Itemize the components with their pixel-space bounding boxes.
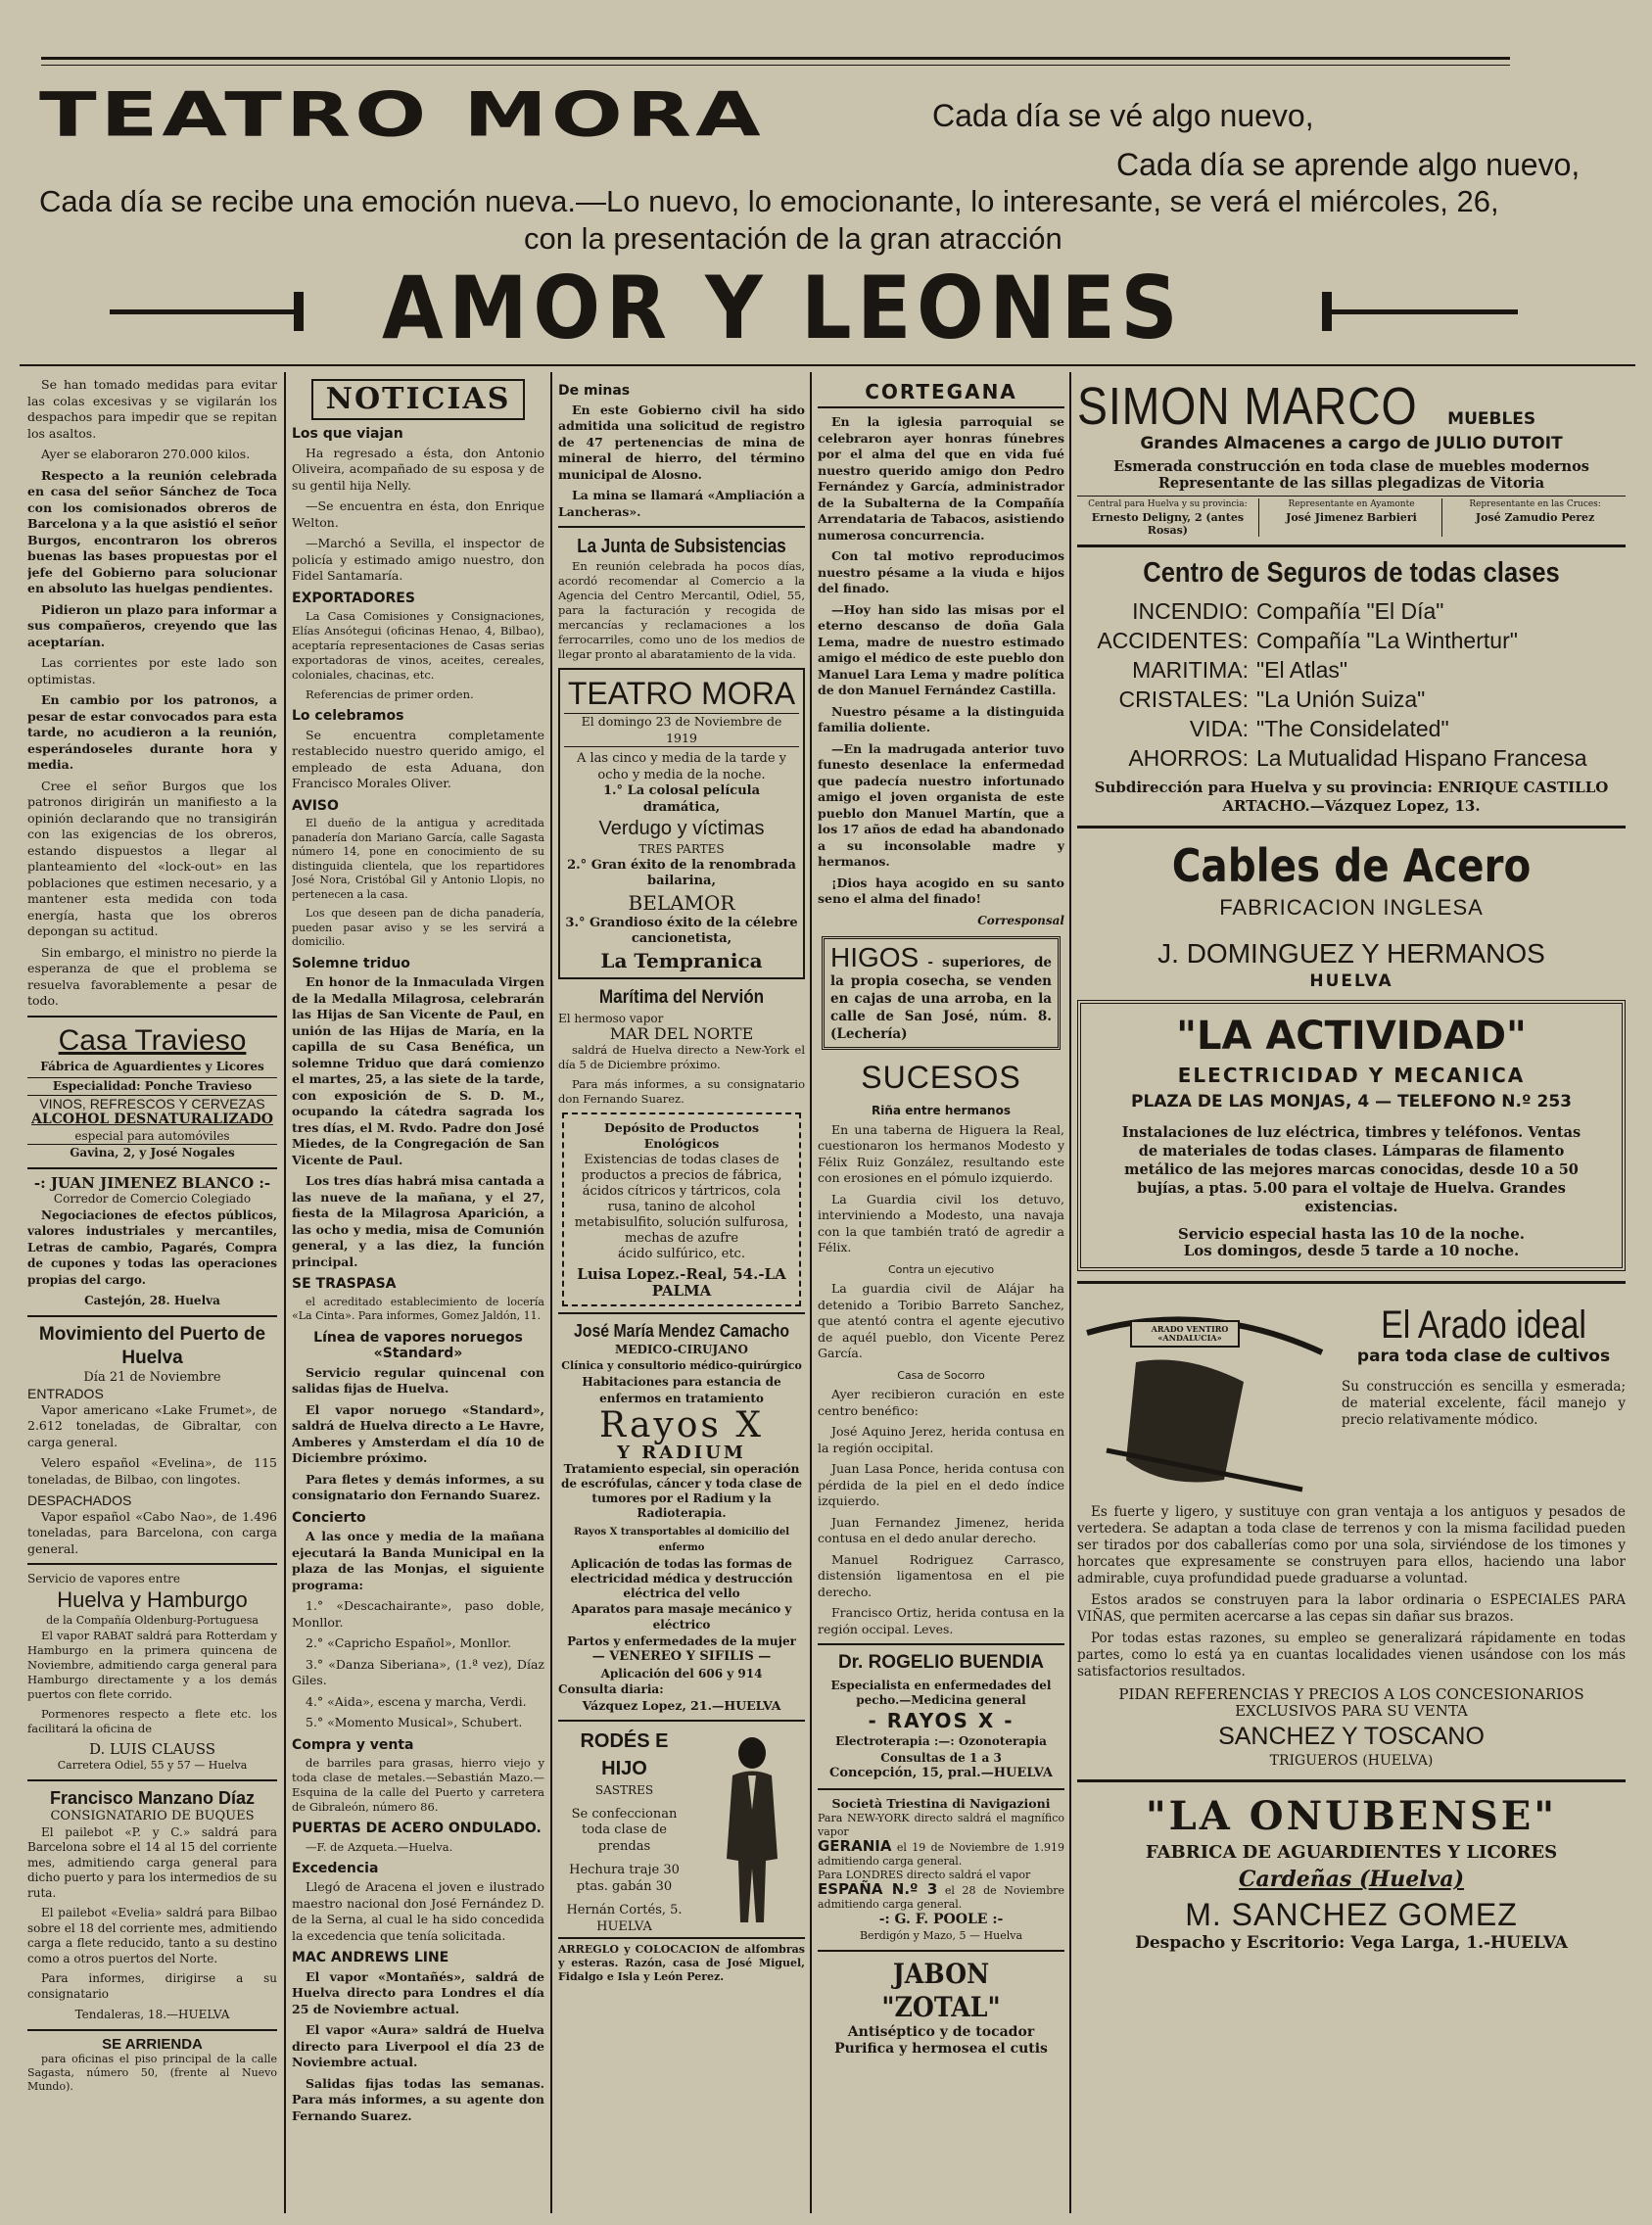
concert-item: 1.° «Descachairante», paso doble, Monllor. bbox=[292, 1598, 544, 1630]
teatro-mora-film: Verdugo y víctimas bbox=[598, 818, 765, 839]
cables-name: J. DOMINGUEZ Y HERMANOS bbox=[1157, 938, 1545, 969]
col-sep-3 bbox=[810, 372, 812, 2213]
enologicos-name: Luisa Lopez.-Real, 54.-LA PALMA bbox=[577, 1265, 786, 1300]
travieso-line: Fábrica de Aguardientes y Licores bbox=[40, 1059, 264, 1073]
seguros-row bbox=[1077, 626, 1626, 655]
zotal-line: Purifica y hermosea el cutis bbox=[834, 2040, 1048, 2057]
news-text: Los que deseen pan de dicha panadería, pueden pasar aviso y se les servirá a domicilio. bbox=[292, 907, 544, 948]
onubense-title: "LA ONUBENSE" bbox=[1145, 1793, 1558, 1839]
right-ornament-bar bbox=[1322, 292, 1332, 331]
zotal-title: JABON "ZOTAL" bbox=[881, 1958, 1001, 2023]
attraction-title: AMOR Y LEONES bbox=[382, 258, 1184, 358]
buendia-line: Electroterapia :—: Ozonoterapia bbox=[835, 1734, 1047, 1748]
seguros-row-key: AHORROS: bbox=[1128, 745, 1249, 771]
rodes-ad bbox=[558, 1728, 805, 1933]
enologicos-text: ácido sulfúrico, etc. bbox=[618, 1246, 745, 1261]
news-text: En la iglesia parroquial se celebraron ayer honras fúnebres por el alma del que en vida fué nuestro querido amigo don Pedro Fernández y García, administrador de la Subalterna de la Compañía Arrendataria de Tabacos, asistiendo numerosa concurrencia. bbox=[818, 414, 1064, 543]
corresponsal: Corresponsal bbox=[977, 913, 1064, 927]
travieso-line: VINOS, REFRESCOS Y CERVEZAS bbox=[27, 1095, 277, 1112]
buendia-addr: Concepción, 15, pral.—HUELVA bbox=[828, 1766, 1054, 1780]
triestina-addr: Berdigón y Mazo, 5 — Huelva bbox=[859, 1928, 1023, 1942]
hh-intro: Servicio de vapores entre bbox=[27, 1572, 181, 1586]
section-heading: Excedencia bbox=[292, 1860, 379, 1876]
news-text: —En la madrugada anterior tuvo funesto desenlace la enfermedad que padecía nuestro infortunado amigo el joven organista de este pueblo don Manuel Martín, que a los 17 años de edad ha abandonado a su inconsolable madre y hermanos. bbox=[818, 740, 1064, 869]
onubense-addr: Despacho y Escritorio: Vega Larga, 1.-HUELVA bbox=[1135, 1933, 1568, 1953]
jimenez-addr: Castejón, 28. Huelva bbox=[84, 1294, 220, 1307]
news-text: A las once y media de la mañana ejecutará la Banda Municipal en la plaza de las Monjas, el siguiente programa: bbox=[292, 1529, 544, 1592]
teatro-mora-dancer: BELAMOR bbox=[628, 890, 735, 915]
jimenez-line: Corredor de Comercio Colegiado bbox=[53, 1192, 252, 1206]
triestina-agent: -: G. F. POOLE :- bbox=[878, 1912, 1004, 1927]
news-text: el acreditado establecimiento de locería «La Cinta». Para informes, Gomez Jaldón, 11. bbox=[292, 1295, 544, 1322]
article-paragraph: En cambio por los patronos, a pesar de estar convocados para esta tarde, no acudieron a la reunión, esperándoseles durante hora y media. bbox=[27, 692, 277, 772]
actividad-line: ELECTRICIDAD Y MECANICA bbox=[1177, 1064, 1526, 1087]
seguros-row bbox=[1077, 685, 1626, 714]
teatro-mora-line: A las cinco y media de la tarde y ocho y media de la noche. bbox=[576, 751, 786, 782]
news-text: La guardia civil de Alájar ha detenido a Toribio Barreto Sanchez, que atentó contra el agente ejecutivo de aquél pueblo, don Vicente Perez García. bbox=[818, 1281, 1064, 1360]
mendez-title: José María Mendez Camacho bbox=[573, 1321, 790, 1341]
header-line2: Cada día se aprende algo nuevo, bbox=[1116, 147, 1581, 182]
news-text: Para fletes y demás informes, a su consignatario don Fernando Suarez. bbox=[292, 1471, 544, 1502]
simon-marco-cruces: José Zamudio Perez bbox=[1475, 511, 1595, 524]
triestina-line: Para NEW-YORK directo saldrá el magnífico vapor bbox=[818, 1812, 1064, 1838]
news-text: En una taberna de Higuera la Real, cuestionaron los hermanos Modesto y Félix Ruiz González, resultando este con erosiones en el pómulo izquierdo. bbox=[818, 1121, 1064, 1185]
news-text: de barriles para grasas, hierro viejo y toda clase de metales.—Sebastián Mazo.—Esquina de la calle del Puerto y carretera de Gibraleón, número 86. bbox=[292, 1756, 544, 1814]
rodes-line: Hernán Cortés, 5. bbox=[566, 1903, 683, 1917]
section-heading: SE TRASPASA bbox=[292, 1276, 397, 1292]
news-text: La Guardia civil los detuvo, interviniendo a Modesto, una navaja con la que también trató de agredir a Félix. bbox=[818, 1191, 1064, 1255]
teatro-mora-line: 1.° La colosal película dramática, bbox=[602, 783, 761, 815]
rodes-line: HUELVA bbox=[596, 1918, 652, 1934]
news-text: Francisco Ortiz, herida contusa en la región occipal. Leves. bbox=[818, 1605, 1064, 1636]
simon-marco-muebles: MUEBLES bbox=[1447, 409, 1536, 429]
column-1 bbox=[27, 377, 277, 2208]
concert-item: 3.° «Danza Siberiana», (1.ª vez), Díaz Giles. bbox=[292, 1656, 544, 1687]
section-heading: AVISO bbox=[292, 797, 339, 814]
seguros-row-key: CRISTALES: bbox=[1118, 686, 1249, 712]
section-heading: Compra y venta bbox=[292, 1736, 414, 1753]
movimiento-item: Vapor americano «Lake Frumet», de 2.612 toneladas, de Gibraltar, con carga general. bbox=[27, 1401, 277, 1449]
actividad-line: Los domingos, desde 5 tarde a 10 noche. bbox=[1183, 1242, 1520, 1259]
news-text: Llegó de Aracena el joven e ilustrado maestro nacional don José Fernández D. de la Serna, al cual le ha sido concedida la excedencia que tenía solicitada. bbox=[292, 1879, 544, 1943]
seguros-row-key: VIDA: bbox=[1189, 716, 1249, 741]
news-text: La Casa Comisiones y Consignaciones, Elías Ansótegui (oficinas Henao, 4, Bilbao), aceptaría representaciones de Casas serias exportadoras de vinos, aceites, cereales, coloniales, chacinas, etc. bbox=[292, 609, 544, 682]
article-paragraph: Sin embargo, el ministro no pierde la esperanza de que el problema se resuelva favorablemente a pesar de todo. bbox=[27, 944, 277, 1008]
fmd-sub: CONSIGNATARIO DE BUQUES bbox=[50, 1809, 255, 1823]
col-sep-1 bbox=[284, 372, 286, 2213]
section-heading: EXPORTADORES bbox=[292, 590, 415, 606]
movimiento-title: Movimiento del Puerto de Huelva bbox=[38, 1323, 266, 1368]
article-paragraph: Respecto a la reunión celebrada en casa del señor Sánchez de Toca con los comisionados obreros de Barcelona y a la que asistió el señor Burgos, encontraron los obreros buenas las bases propuestas por el jefe del Gobierno para solucionar en absoluto las huelgas pendientes. bbox=[27, 467, 277, 595]
mendez-line: Aplicación de todas las formas de electricidad médica y destrucción eléctrica del vello bbox=[570, 1556, 793, 1600]
sucesos-title: SUCESOS bbox=[861, 1060, 1021, 1095]
mendez-line: Aparatos para masaje mecánico y eléctrico bbox=[571, 1601, 792, 1632]
section-heading: De minas bbox=[558, 383, 631, 399]
news-text: El vapor noruego «Standard», saldrá de Huelva directo a Le Havre, Amberes y Amsterdam el día 10 de Diciembre próximo. bbox=[292, 1401, 544, 1465]
travieso-line: ALCOHOL DESNATURALIZADO bbox=[31, 1112, 273, 1127]
maritima-text: saldrá de Huelva directo a New-York el día 5 de Diciembre próximo. bbox=[558, 1042, 805, 1071]
maritima-title: Marítima del Nervión bbox=[598, 986, 765, 1008]
arado-text: Estos arados se construyen para la labor ordinaria o ESPECIALES PARA VIÑAS, que permiten acercarse a las cepas sin dañar sus brazos. bbox=[1077, 1592, 1626, 1625]
top-rule-thin bbox=[41, 65, 1510, 66]
triestina-line: Para LONDRES directo saldrá el vapor bbox=[818, 1869, 1031, 1881]
cables-title: Cables de Acero bbox=[1171, 839, 1532, 892]
news-text: ¡Dios haya acogido en su santo seno el alma del finado! bbox=[818, 875, 1064, 906]
teatro-mora-date: El domingo 23 de Noviembre de 1919 bbox=[564, 713, 799, 747]
arado-title: El Arado ideal bbox=[1381, 1303, 1586, 1347]
noticias-title: NOTICIAS bbox=[311, 379, 525, 420]
rodes-sub: SASTRES bbox=[594, 1783, 654, 1797]
mendez-line: Tratamiento especial, sin operación de escrófulas, cáncer y toda clase de tumores por el Radium y la Radioterapia. bbox=[560, 1461, 803, 1520]
movimiento-item: Velero español «Evelina», de 115 toneladas, de Bilbao, con lingotes. bbox=[27, 1455, 277, 1487]
news-text: —Marchó a Sevilla, el inspector de policía y estimado amigo nuestro, don Fidel Santamaría. bbox=[292, 536, 544, 583]
higos-text: - superiores, de la propia cosecha, se venden en cajas de una arroba, en la calle de San José, núm. 8. (Lechería) bbox=[830, 955, 1052, 1042]
onubense-name: M. SANCHEZ GOMEZ bbox=[1185, 1897, 1518, 1932]
buendia-line: Consultas de 1 a 3 bbox=[880, 1750, 1002, 1765]
header-line1: Cada día se vé algo nuevo, bbox=[932, 98, 1314, 133]
alfombras-text: ARREGLO y COLOCACION de alfombras y esteras. Razón, casa de José Miguel, Fidalgo e Isla y León Perez. bbox=[558, 1943, 805, 1983]
section-heading: Contra un ejecutivo bbox=[887, 1262, 995, 1276]
arado-line: EXCLUSIVOS PARA SU VENTA bbox=[1235, 1702, 1468, 1720]
article-paragraph: Pidieron un plazo para informar a sus compañeros, creyendo que las aceptarían. bbox=[27, 601, 277, 649]
column-4 bbox=[818, 377, 1064, 2208]
left-ornament bbox=[110, 309, 296, 314]
rodes-line: Se confeccionan toda clase de prendas bbox=[571, 1806, 678, 1854]
header-line4: con la presentación de la gran atracción bbox=[524, 221, 1062, 256]
news-text: —Hoy han sido las misas por el eterno descanso de doña Gala Lema, madre de nuestro estimado amigo el médico de este pueblo don Manuel Lara Lema y madre política de don Manuel Fernández Castilla. bbox=[818, 601, 1064, 697]
teatro-mora-parts: TRES PARTES bbox=[638, 842, 725, 856]
news-text: —F. de Azqueta.—Huelva. bbox=[306, 1839, 453, 1854]
news-text: Juan Lasa Ponce, herida contusa con pérdida de la piel en el dedo índice izquierdo. bbox=[818, 1461, 1064, 1508]
onubense-city: Cardeñas (Huelva) bbox=[1238, 1867, 1465, 1892]
news-text: Manuel Rodriguez Carrasco, distensión ligamentosa en el pie derecho. bbox=[818, 1551, 1064, 1599]
fmd-title: Francisco Manzano Díaz bbox=[49, 1788, 256, 1808]
news-text: Referencias de primer orden. bbox=[306, 687, 474, 701]
simon-marco-ayamonte: José Jimenez Barbieri bbox=[1286, 511, 1417, 524]
seguros-row-value: Compañía "La Winthertur" bbox=[1256, 628, 1518, 653]
header-bottom-rule bbox=[20, 364, 1635, 366]
news-text: Salidas fijas todas las semanas. Para más informes, a su agente don Fernando Suarez. bbox=[292, 2075, 544, 2123]
seguros-row-key: MARITIMA: bbox=[1132, 657, 1249, 683]
section-heading: Línea de vapores noruegos «Standard» bbox=[313, 1329, 523, 1361]
arado-text: Es fuerte y ligero, y sustituye con gran ventaja a los antiguos y pesados de vertedera. Se adaptan a toda clase de terrenos y con la misma facilidad pueden ser tirados por dos caballerías como por una sola, sirviéndose de los timones y horcates que expresamente se construyen para ellos, haciendo una labor admirable, cuya profundidad puede graduarse a voluntad. bbox=[1077, 1504, 1626, 1586]
seguros-row-key: ACCIDENTES: bbox=[1097, 628, 1249, 653]
seguros-row bbox=[1077, 714, 1626, 743]
teatro-mora-line: 2.° Gran éxito de la renombrada bailarina, bbox=[567, 857, 796, 888]
enologicos-title: Depósito de Productos Enológicos bbox=[603, 1119, 760, 1151]
fmd-text: El pailebot «Evelia» saldrá para Bilbao sobre el 18 del corriente mes, admitiendo carga a flete reducido, tanto a su destino como a otros puertos del Norte. bbox=[27, 1906, 277, 1965]
hh-addr: Carretera Odiel, 55 y 57 — Huelva bbox=[57, 1758, 248, 1772]
news-text: Ha regresado a ésta, don Antonio Oliveira, acompañado de su esposa y de su gentil hija Nelly. bbox=[292, 445, 544, 493]
news-text: El vapor «Aura» saldrá de Huelva directo para Liverpool el día 23 de Noviembre actual. bbox=[292, 2022, 544, 2069]
travieso-line: Gavina, 2, y José Nogales bbox=[27, 1144, 277, 1161]
right-ornament bbox=[1332, 309, 1518, 314]
mendez-line: Aplicación del 606 y 914 bbox=[600, 1666, 763, 1681]
seguros-row bbox=[1077, 655, 1626, 685]
news-text: En este Gobierno civil ha sido admitida una solicitud de registro de 47 pertenencias de mina de mineral de hierro, del término municipal de Alosno. bbox=[558, 402, 805, 482]
rodes-title: RODÉS E HIJO bbox=[580, 1730, 669, 1779]
mendez-addr: Vázquez Lopez, 21.—HUELVA bbox=[582, 1697, 781, 1713]
actividad-line: PLAZA DE LAS MONJAS, 4 — TELEFONO N.º 253 bbox=[1130, 1092, 1572, 1112]
news-text: El dueño de la antigua y acreditada panadería don Mariano García, calle Sagasta número 14, pone en conocimiento de su distinguida clientela, que los repartidores José Nora, Cristóbal Gil y Antonio Llopis, no pertenecen a la casa. bbox=[292, 817, 544, 901]
news-text: Servicio regular quincenal con salidas fijas de Huelva. bbox=[292, 1364, 544, 1396]
triestina-line: el 28 de Noviembre admitiendo carga general. bbox=[818, 1884, 1064, 1911]
travieso-title: Casa Travieso bbox=[58, 1023, 247, 1057]
buendia-line: Especialista en enfermedades del pecho.—Medicina general bbox=[830, 1679, 1052, 1707]
buendia-rayos: - RAYOS X - bbox=[868, 1709, 1015, 1732]
seguros-foot: Subdirección para Huelva y su provincia: ENRIQUE CASTILLO ARTACHO.—Vázquez Lopez, 13. bbox=[1094, 779, 1609, 815]
teatro-mora-title: TEATRO MORA bbox=[567, 676, 796, 711]
tailor-figure-icon bbox=[705, 1731, 798, 1927]
news-text: En honor de la Inmaculada Virgen de la Medalla Milagrosa, celebrarán las Hijas de San Vicente de Paul, en unión de las Hijas de María, en la capilla de su Casa Benéfica, un solemne Triduo que dará comienzo el martes, 25, a las siete de la tarde, con exposición de S. D. M., ocupando la cátedra sagrada los tres días, el M. Rvdo. Padre don José Miedes, de la Congregación de San Vicente de Paul. bbox=[292, 974, 544, 1167]
left-ornament-bar bbox=[294, 292, 304, 331]
section-heading: MAC ANDREWS LINE bbox=[292, 1950, 449, 1965]
jimenez-text: Negociaciones de efectos públicos, valores industriales y mercantiles, Letras de cambio, Pagarés, Compra de cupones y todas las operaciones propias del cargo. bbox=[27, 1207, 277, 1287]
cortegana-title: CORTEGANA bbox=[818, 377, 1064, 408]
mendez-line: Habitaciones para estancia de enfermos en tratamiento bbox=[582, 1375, 781, 1405]
triestina-title: Società Triestina di Navigazioni bbox=[831, 1795, 1051, 1811]
seguros-row-value: "The Considelated" bbox=[1256, 716, 1449, 741]
concert-item: 5.° «Momento Musical», Schubert. bbox=[306, 1715, 523, 1729]
hh-company: de la Compañía Oldenburg-Portuguesa bbox=[46, 1613, 259, 1627]
header-line3: Cada día se recibe una emoción nueva.—Lo nuevo, lo emocionante, lo interesante, se verá el miércoles, 26, bbox=[39, 184, 1499, 218]
mendez-line: Clínica y consultorio médico-quirúrgico bbox=[561, 1358, 802, 1372]
actividad-ad bbox=[1077, 1000, 1626, 1271]
simon-marco-line: Esmerada construcción en toda clase de muebles modernos bbox=[1113, 458, 1589, 475]
movimiento-entrados: ENTRADOS bbox=[27, 1386, 104, 1401]
hh-text: El vapor RABAT saldrá para Rotterdam y Hamburgo en la primera quincena de Noviembre, admitiendo carga general para Hamburgo directamente y a los demás puertos con flete corrido. bbox=[27, 1629, 277, 1701]
section-heading: PUERTAS DE ACERO ONDULADO. bbox=[292, 1821, 542, 1836]
news-text: Ayer recibieron curación en este centro benéfico: bbox=[818, 1387, 1064, 1418]
simon-marco-line: Representante de las sillas plegadizas de Vitoria bbox=[1157, 475, 1545, 492]
column-3 bbox=[558, 377, 805, 2208]
simon-marco-cruces-label: Representante en las Cruces: bbox=[1469, 499, 1601, 509]
section-heading: Los que viajan bbox=[292, 426, 403, 442]
plough-brand: ARADO VENTIRO «ANDALUCIA» bbox=[1151, 1324, 1229, 1343]
actividad-text: Instalaciones de luz eléctrica, timbres y teléfonos. Ventas de materiales de todas clases. Lámparas de filamento metálico de las mejores marcas conocidas, desde 10 a 50 bujías, a ptas. 5.00 para el voltaje de Huelva. Grandes existencias. bbox=[1121, 1124, 1581, 1215]
actividad-title: "LA ACTIVIDAD" bbox=[1176, 1014, 1527, 1059]
seguros-row-value: La Mutualidad Hispano Francesa bbox=[1256, 745, 1587, 771]
section-heading: Concierto bbox=[292, 1509, 366, 1526]
arriendo-text: para oficinas el piso principal de la calle Sagasta, número 50, (frente al Nuevo Mundo). bbox=[27, 2053, 277, 2093]
arado-sub: para toda clase de cultivos bbox=[1356, 1347, 1611, 1366]
mendez-line: Consulta diaria: bbox=[558, 1682, 664, 1696]
news-text: El vapor «Montañés», saldrá de Huelva directo para Londres el día 25 de Noviembre actual. bbox=[292, 1968, 544, 2016]
col-sep-2 bbox=[550, 372, 552, 2213]
arado-line: PIDAN REFERENCIAS Y PRECIOS A LOS CONCESIONARIOS bbox=[1118, 1685, 1584, 1703]
news-text: Se encuentra completamente restablecido nuestro querido amigo, el empleado de esta Aduana, don Francisco Morales Oliver. bbox=[292, 727, 544, 790]
jimenez-title: -: JUAN JIMENEZ BLANCO :- bbox=[33, 1173, 271, 1192]
news-text: Los tres días habrá misa cantada a las nueve de la mañana, y el 27, fiesta de la Milagrosa Aparición, a las ocho y media, misa de Comunión general, y a las diez, la función principal. bbox=[292, 1173, 544, 1269]
section-heading: Casa de Socorro bbox=[897, 1368, 985, 1382]
hh-title: Huelva y Hamburgo bbox=[57, 1586, 248, 1612]
simon-marco-central-label: Central para Huelva y su provincia: bbox=[1088, 499, 1248, 509]
concert-item: 2.° «Capricho Español», Monllor. bbox=[306, 1635, 511, 1650]
article-paragraph: Ayer se elaboraron 270.000 kilos. bbox=[41, 447, 251, 461]
movimiento-date: Día 21 de Noviembre bbox=[83, 1369, 221, 1385]
seguros-row-value: "La Unión Suiza" bbox=[1256, 686, 1426, 712]
travieso-line: especial para automóviles bbox=[74, 1128, 230, 1143]
section-heading: Riña entre hermanos bbox=[872, 1104, 1011, 1117]
hh-text: Pormenores respecto a flete etc. los facilitará la oficina de bbox=[27, 1707, 277, 1735]
simon-marco-central: Ernesto Deligny, 2 (antes Rosas) bbox=[1091, 511, 1245, 537]
triestina-ship: ESPAÑA N.º 3 bbox=[818, 1880, 938, 1898]
fmd-text: El pailebot «P. y C.» saldrá para Barcelona sobre el 14 al 15 del corriente mes, admitiendo carga general para dicho puerto y para los intermedios de su ruta. bbox=[27, 1824, 277, 1900]
hh-name: D. LUIS CLAUSS bbox=[89, 1740, 215, 1758]
section-heading: Lo celebramos bbox=[292, 708, 404, 724]
article-paragraph: Se han tomado medidas para evitar las colas excesivas y se vigilarán los despachos para impedir que se repitan los asaltos. bbox=[27, 377, 277, 441]
mendez-sub: MEDICO-CIRUJANO bbox=[615, 1343, 748, 1356]
top-rule bbox=[41, 57, 1510, 60]
arriendo-title: SE ARRIENDA bbox=[102, 2035, 203, 2053]
movimiento-despachados: DESPACHADOS bbox=[27, 1492, 132, 1508]
teatro-mora-line: 3.° Grandioso éxito de la célebre cancionetista, bbox=[565, 915, 798, 946]
higos-ad bbox=[822, 936, 1061, 1050]
maritima-text: Para más informes, a su consignatario don Fernando Suarez. bbox=[558, 1076, 805, 1106]
onubense-line: FABRICA DE AGUARDIENTES Y LICORES bbox=[1145, 1842, 1558, 1863]
col-sep-4 bbox=[1069, 372, 1071, 2213]
article-paragraph: Cree el señor Burgos que los patronos dirigirán un manifiesto a la opinión declarando que no transigirán con las exigencias de los obreros, estando dispuestos a llegar al planteamiento del «lock-out» en las poblaciones que estimen necesario, y a mantener esta medida con toda energía, hasta que los obreros depongan su actitud. bbox=[27, 778, 277, 938]
cables-city: HUELVA bbox=[1309, 971, 1393, 991]
arado-text: Su construcción es sencilla y esmerada; de material excelente, fácil manejo y precio relativamente módico. bbox=[1342, 1379, 1626, 1428]
seguros-row bbox=[1077, 743, 1626, 773]
movimiento-item: Vapor español «Cabo Nao», de 1.496 toneladas, para Barcelona, con carga general. bbox=[27, 1508, 277, 1556]
travieso-line: Especialidad: Ponche Travieso bbox=[27, 1077, 277, 1095]
seguros-row-value: "El Atlas" bbox=[1256, 657, 1348, 683]
section-heading: Solemne triduo bbox=[292, 955, 410, 971]
triestina-ship: GERANIA bbox=[818, 1837, 892, 1855]
triestina-line: el 19 de Noviembre de 1.919 admitiendo carga general. bbox=[818, 1841, 1064, 1868]
news-text: En reunión celebrada ha pocos días, acordó recomendar al Comercio a la Agencia del Centro Mercantil, Odiel, 55, para la facturación y recogida de mercancías y reclamaciones a los ferrocarriles, como uno de los medios de llegar pronto al abaratamiento de la vida. bbox=[558, 559, 805, 661]
seguros-row bbox=[1077, 596, 1626, 626]
seguros-title: Centro de Seguros de todas clases bbox=[1143, 557, 1560, 589]
simon-marco-ayamonte-label: Representante en Ayamonte bbox=[1288, 499, 1415, 509]
mendez-radium: Y RADIUM bbox=[617, 1443, 746, 1463]
seguros-row-key: INCENDIO: bbox=[1132, 598, 1249, 624]
column-5 bbox=[1077, 377, 1626, 2208]
arado-ad bbox=[1077, 1294, 1626, 1504]
mendez-line: Partos y enfermedades de la mujer bbox=[567, 1633, 796, 1648]
enologicos-text: Existencias de todas clases de productos a precios de fábrica, ácidos cítricos y tártricos, cola rusa, tanino de alcohol metabisulfito, solución sulfurosa, mechas de azufre bbox=[574, 1152, 789, 1246]
news-text: José Aquino Jerez, herida contusa en la región occipital. bbox=[818, 1424, 1064, 1455]
news-text: Nuestro pésame a la distinguida familia doliente. bbox=[818, 703, 1064, 734]
news-text: Con tal motivo reproducimos nuestro pésame a la viuda e hijos del finado. bbox=[818, 548, 1064, 595]
seguros-list bbox=[1077, 596, 1626, 773]
rodes-line: Hechura traje 30 ptas. gabán 30 bbox=[569, 1863, 680, 1894]
buendia-title: Dr. ROGELIO BUENDIA bbox=[837, 1652, 1045, 1673]
fmd-text: Para informes, dirigirse a su consignatario bbox=[27, 1971, 277, 2001]
maritima-ship: MAR DEL NORTE bbox=[609, 1024, 754, 1043]
column-2 bbox=[292, 377, 544, 2208]
maritima-line: El hermoso vapor bbox=[558, 1011, 664, 1025]
concert-item: 4.° «Aida», escena y marcha, Verdi. bbox=[306, 1693, 527, 1709]
arado-city: TRIGUEROS (HUELVA) bbox=[1269, 1753, 1434, 1769]
fmd-addr: Tendaleras, 18.—HUELVA bbox=[74, 2008, 230, 2021]
news-text: —Se encuentra en ésta, don Enrique Welton. bbox=[292, 498, 544, 530]
arado-name: SANCHEZ Y TOSCANO bbox=[1218, 1723, 1485, 1750]
teatro-mora-singer: La Tempranica bbox=[600, 948, 763, 972]
higos-title: HIGOS bbox=[830, 942, 920, 972]
simon-marco-line: Grandes Almacenes a cargo de JULIO DUTOIT bbox=[1140, 434, 1563, 453]
mendez-rayos: Rayos X bbox=[599, 1405, 764, 1445]
simon-marco-title: SIMON MARCO bbox=[1077, 377, 1418, 436]
arado-text: Por todas estas razones, su empleo se generalizará rápidamente en todas partes, como lo está ya en cuantas localidades vienen usándose con los más satisfactorios resultados. bbox=[1077, 1631, 1626, 1680]
news-text: Juan Fernandez Jimenez, herida contusa en el dedo anular derecho. bbox=[818, 1514, 1064, 1545]
zotal-line: Antiséptico y de tocador bbox=[847, 2024, 1035, 2040]
actividad-line: Servicio especial hasta las 10 de la noche. bbox=[1178, 1225, 1525, 1243]
news-text: La mina se llamará «Ampliación a Lancheras». bbox=[558, 488, 805, 519]
cables-sub: FABRICACION INGLESA bbox=[1219, 895, 1484, 920]
seguros-row-value: Compañía "El Día" bbox=[1256, 598, 1444, 624]
mendez-line: — VENEREO Y SIFILIS — bbox=[591, 1649, 772, 1664]
theatre-title: TEATRO MORA bbox=[39, 79, 765, 151]
mendez-line: Rayos X transportables al domicilio del enfermo bbox=[573, 1526, 789, 1553]
junta-title: La Junta de Subsistencias bbox=[577, 536, 786, 557]
article-paragraph: Las corrientes por este lado son optimistas. bbox=[27, 655, 277, 686]
